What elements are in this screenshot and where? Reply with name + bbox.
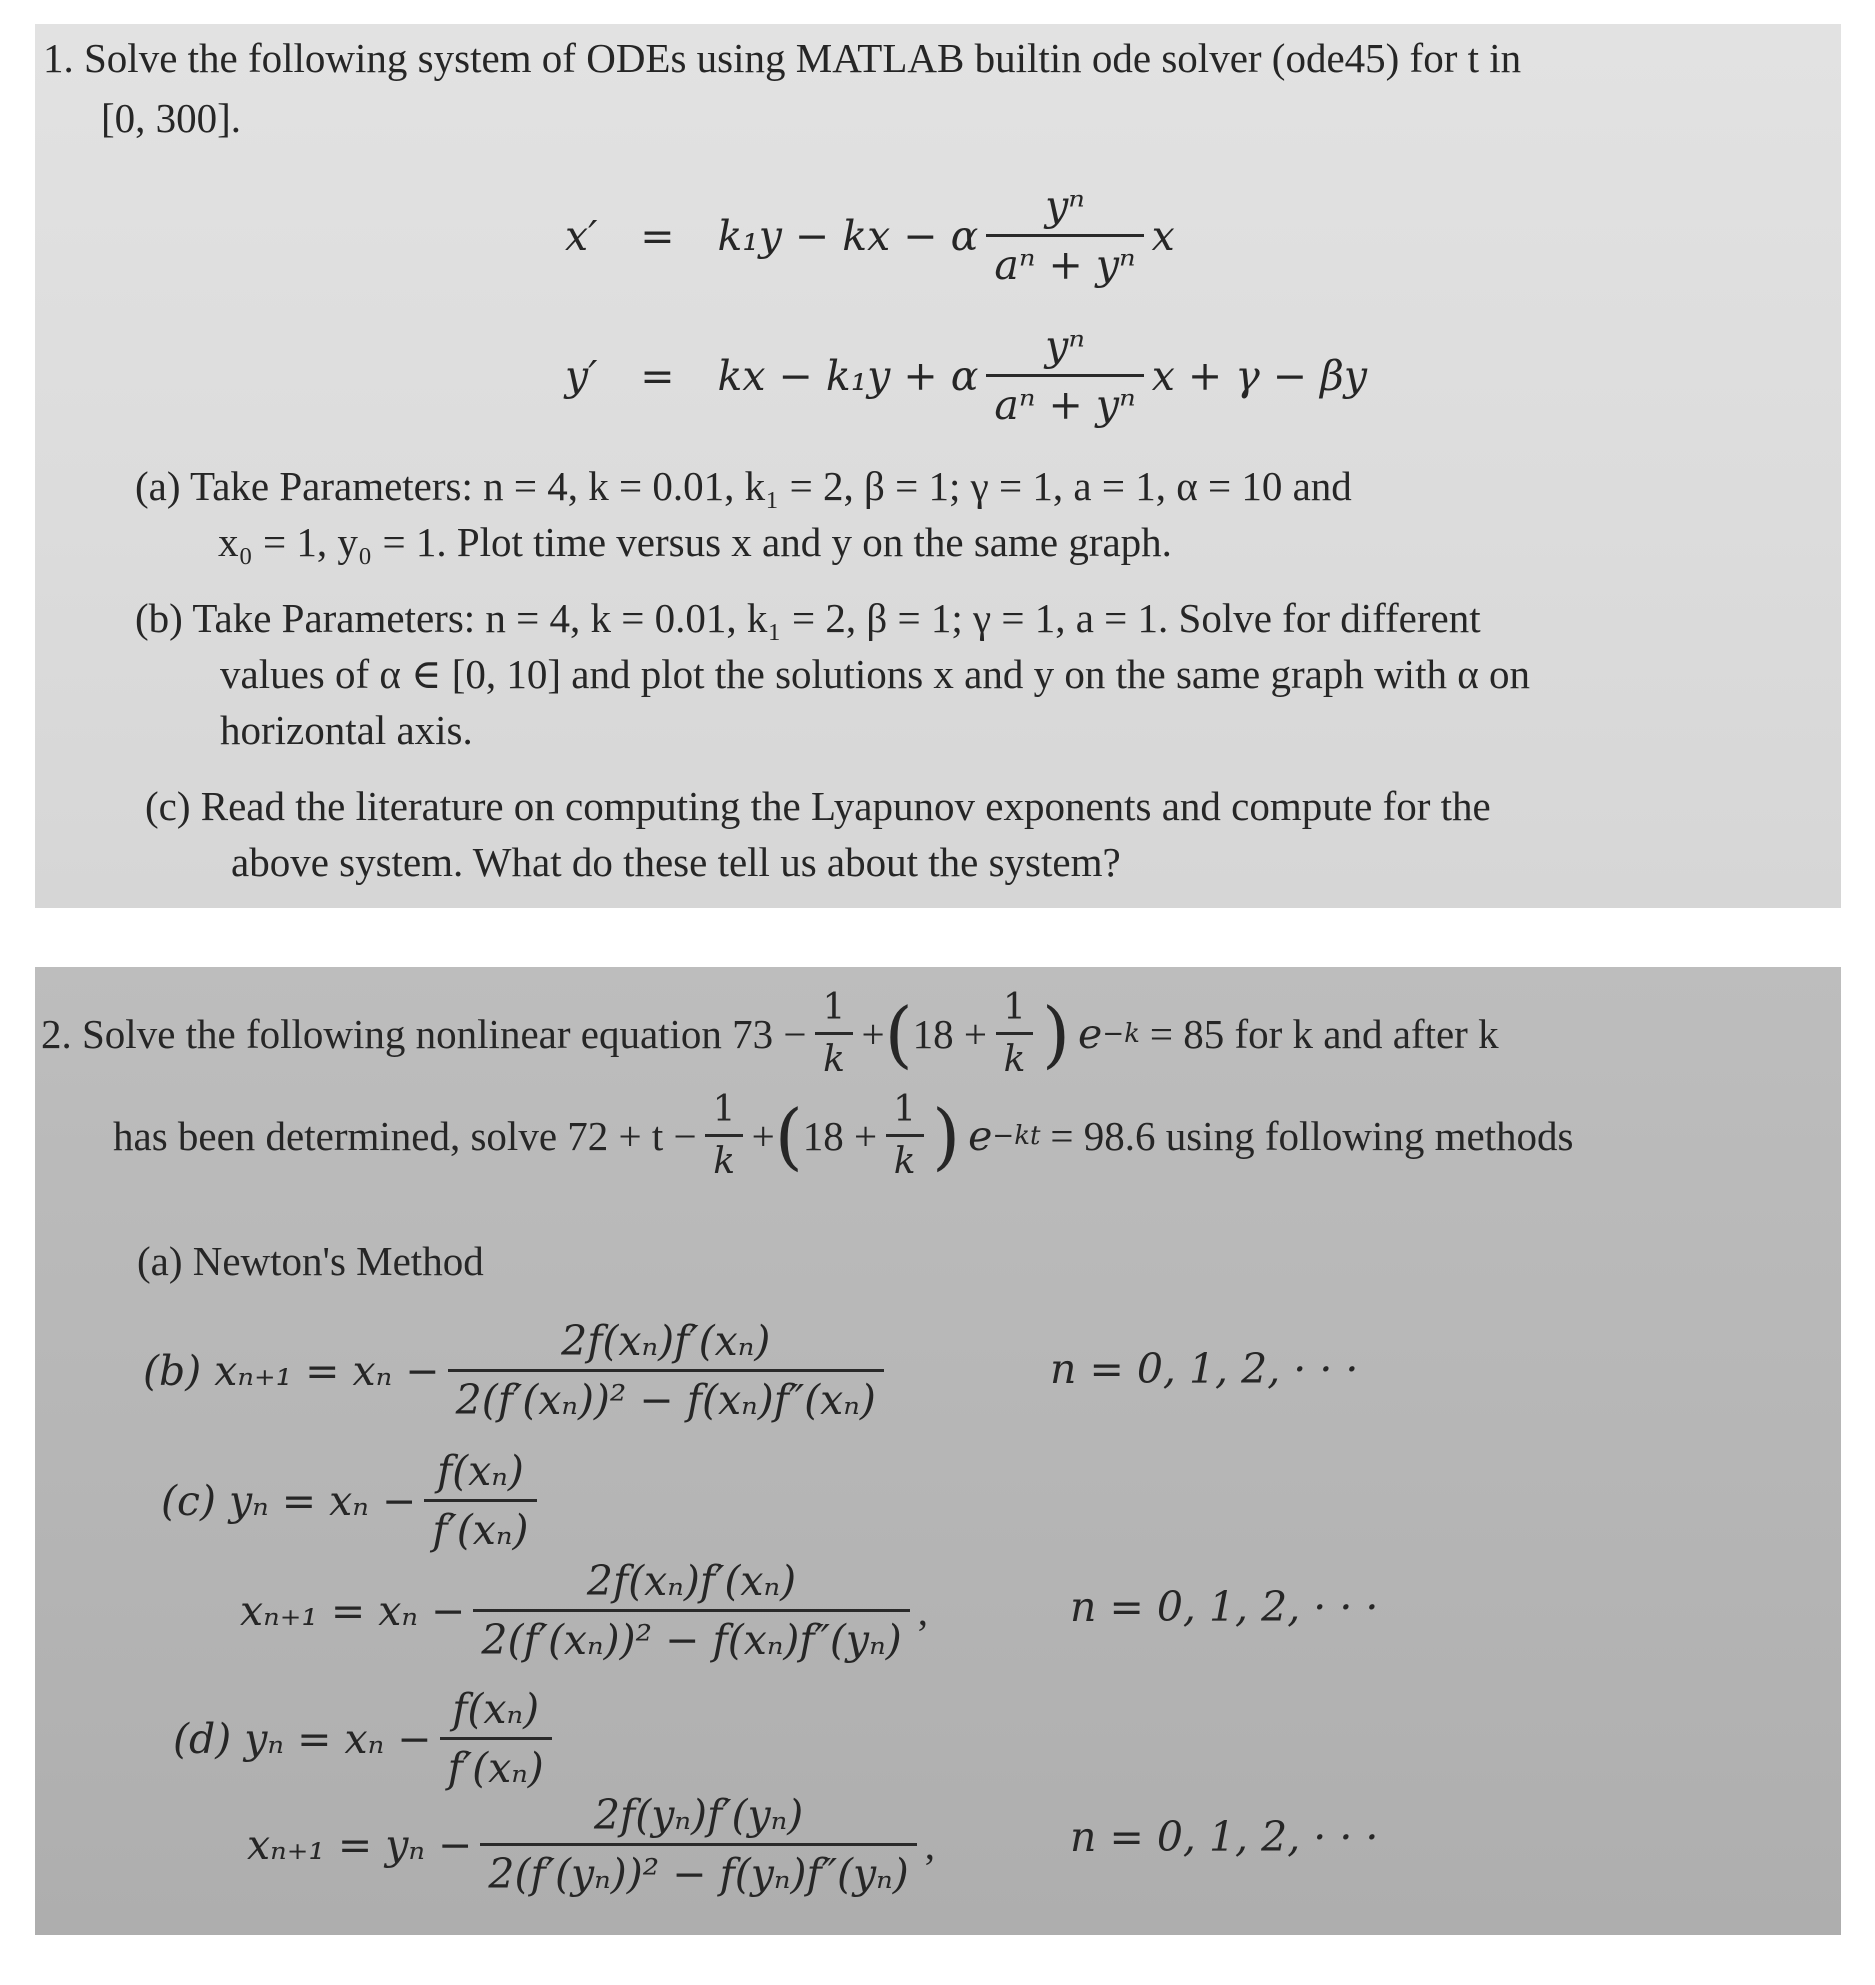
eq-y-rhs-post: x + γ − βy [1151,351,1368,400]
right-paren: ) [932,1093,961,1178]
q2-l2-fraction: $\frac{1}{k}$ [705,1089,744,1182]
q1-part-b-line-2: values of α ∈ [0, 10] and plot the solutions x and y on the same graph with α on [220,651,1530,697]
left-paren: ( [774,1093,803,1178]
eq-x-rhs-pre: k₁y − kx − α [717,211,979,260]
q2-statement-line-1: 2. Solve the following nonlinear equation 73 − $\frac{1}{k}$ + ( 18 + $\frac{1}{k}$ ) e −k = 85 for k and after k [41,987,1499,1080]
q2-b-fraction: $\frac{\text{2f(xₙ)f′(xₙ)}}{\text{2(f′(xₙ))² − f(xₙ)f″(xₙ)}}$ [448,1317,884,1424]
eq-y-fraction [986,322,1143,429]
q1-intro-line-2: [0, 300]. [101,95,242,141]
left-paren: ( [884,991,913,1076]
problem-2-panel [35,967,1841,1935]
q2-method-d-step-1: (d) yₙ = xₙ − $\frac{\text{f(xₙ)}}{\text{f′(xₙ)}}$ [173,1685,560,1792]
q2-b-lhs: (b) xₙ₊₁ = xₙ − [143,1346,440,1395]
eq-y-lhs: y′ [565,351,598,400]
q1-part-b-line-1: (b) Take Parameters: n = 4, k = 0.01, k₁ = 2, β = 1; γ = 1, a = 1. Solve for different [135,595,1481,641]
q2-d-fraction-2: $\frac{\text{2f(yₙ)f′(yₙ)}}{\text{2(f′(yₙ))² − f(yₙ)f″(yₙ)}}$ [480,1791,916,1898]
q2-l1-fraction: $\frac{1}{k}$ [815,987,854,1080]
q2-method-c-step-2: xₙ₊₁ = xₙ − $\frac{\text{2f(xₙ)f′(xₙ)}}{\text{2(f′(xₙ))² − f(xₙ)f″(yₙ)}}$ , [240,1557,928,1664]
q2-l1-pre: 2. Solve the following nonlinear equation 73 − [41,1010,807,1057]
eq-y-rhs-pre: kx − k₁y + α [717,351,979,400]
eq-x-frac-num: yⁿ [1045,182,1085,230]
q2-c-fraction-2: $\frac{\text{2f(xₙ)f′(xₙ)}}{\text{2(f′(xₙ))² − f(xₙ)f″(yₙ)}}$ [473,1557,909,1664]
q1-intro-line-1: 1. Solve the following system of ODEs using MATLAB builtin ode solver (ode45) for t in [43,35,1522,81]
right-paren: ) [1041,991,1071,1076]
q2-d-index: n = 0, 1, 2, · · · [1070,1813,1379,1861]
q2-d-fraction-1: $\frac{\text{f(xₙ)}}{\text{f′(xₙ)}}$ [440,1685,552,1792]
q1-part-a-line-1: (a) Take Parameters: n = 4, k = 0.01, k₁ = 2, β = 1; γ = 1, a = 1, α = 10 and [135,463,1352,509]
q2-method-d-step-2: xₙ₊₁ = yₙ − $\frac{\text{2f(yₙ)f′(yₙ)}}{\text{2(f′(yₙ))² − f(yₙ)f″(yₙ)}}$ , [247,1791,936,1898]
eq-x-fraction [986,182,1143,289]
q2-method-a: (a) Newton's Method [137,1238,484,1284]
q2-l1-post: = 85 for k and after k [1149,1010,1499,1057]
q1-equation-x: x′ = k₁y − kx − α $\frac{\text{yⁿ}}{\text{aⁿ + yⁿ}}$ x [565,182,1175,289]
q1-part-c-line-2: above system. What do these tell us about the system? [231,839,1121,885]
q2-b-index: n = 0, 1, 2, · · · [1050,1345,1359,1393]
q1-part-a-line-2: x₀ = 1, y₀ = 1. Plot time versus x and y on the same graph. [218,519,1172,565]
eq-x-lhs: x′ [565,211,598,260]
q1-equation-y: y′ = kx − k₁y + α $\frac{\text{yⁿ}}{\text{aⁿ + yⁿ}}$ x + γ − βy [565,322,1368,429]
eq-y-frac-den: aⁿ + yⁿ [986,374,1143,429]
q2-l2-inner-fraction: $\frac{1}{k}$ [885,1089,924,1182]
eq-x-frac-den: aⁿ + yⁿ [986,234,1143,289]
q2-l1-inner-fraction: $\frac{1}{k}$ [995,987,1034,1080]
q2-l2-pre: has been determined, solve 72 + t − [113,1112,697,1159]
q2-statement-line-2: has been determined, solve 72 + t − $\frac{1}{k}$ + ( 18 + $\frac{1}{k}$ ) e −kt = 98.6 using following methods [113,1089,1574,1182]
q2-c-fraction-1: $\frac{\text{f(xₙ)}}{\text{f′(xₙ)}}$ [424,1447,536,1554]
eq-y-frac-num: yⁿ [1045,322,1085,370]
eq-x-rhs-post: x [1151,211,1175,260]
problem-1-panel [35,24,1841,908]
q2-method-b [143,1317,892,1424]
q2-method-c-step-1: (c) yₙ = xₙ − $\frac{\text{f(xₙ)}}{\text{f′(xₙ)}}$ [161,1447,545,1554]
q1-part-c-line-1: (c) Read the literature on computing the Lyapunov exponents and compute for the [145,783,1491,829]
q2-l2-post: = 98.6 using following methods [1050,1112,1574,1159]
q2-c-index: n = 0, 1, 2, · · · [1070,1583,1379,1631]
q1-part-b-line-3: horizontal axis. [220,707,473,753]
